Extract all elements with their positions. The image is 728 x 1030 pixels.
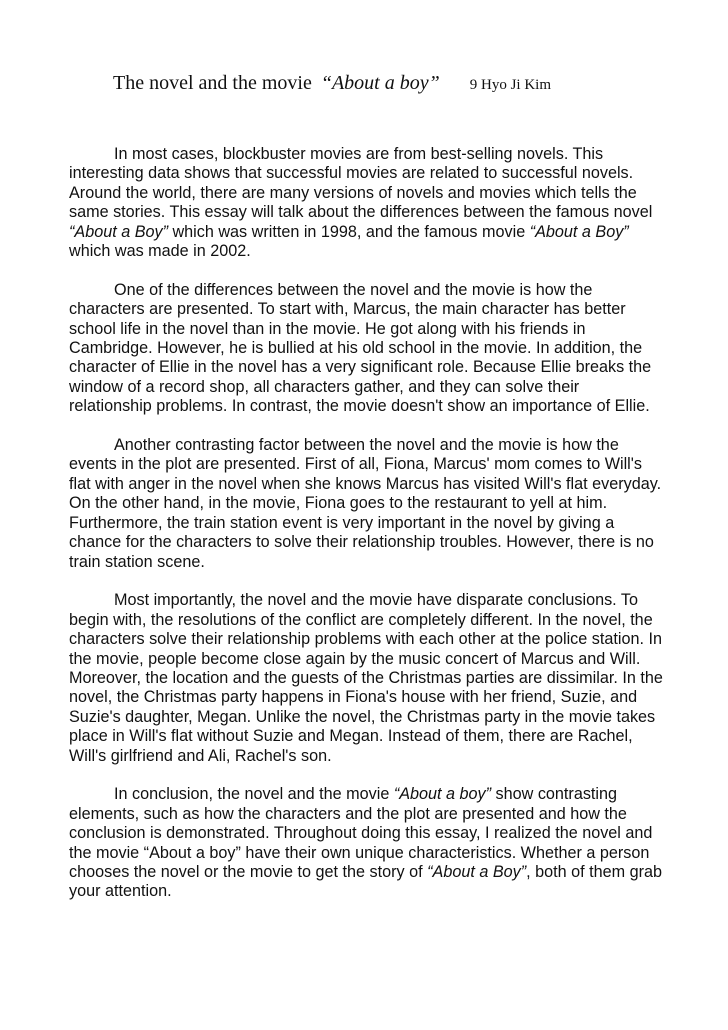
text-segment: In most cases, blockbuster movies are from best-selling novels. This interesting data shows that successful movies are related to successful novels. Around the world, there are many versions of novels and movies which tells the same stories. This essay will talk about the differences between the famous novel: [69, 145, 653, 222]
paragraph-summary: [69, 785, 663, 901]
title-italic-text: “About a boy”: [320, 72, 440, 94]
title-text: The novel and the movie: [113, 72, 312, 94]
text-segment: In conclusion, the novel and the movie: [114, 785, 394, 804]
text-segment: One of the differences between the novel and the movie is how the characters are presented. To start with, Marcus, the main character has better school life in the novel than in the movie. He got along with his friends in Cambridge. However, he is bullied at his old school in the movie. In addition, the character of Ellie in the novel has a very significant role. Because Ellie breaks the window of a record shop, all characters gather, and they can solve their relationship problems. In contrast, the movie doesn't show an importance of Ellie.: [69, 280, 652, 416]
italic-movie-title: “About a Boy”: [529, 222, 629, 241]
text-segment: Another contrasting factor between the novel and the movie is how the events in the plot are presented. First of all, Fiona, Marcus' mom comes to Will's flat with anger in the novel when she knows Marcus has visited Will's flat everyday. On the other hand, in the movie, Fiona goes to the restaurant to yell at him. Furthermore, the train station event is very important in the novel by giving a chance for the characters to solve their relationship troubles. However, there is no train station scene.: [69, 436, 662, 571]
italic-title: “About a boy”: [393, 785, 492, 804]
text-segment: , both of them grab your attention.: [69, 862, 662, 901]
italic-book-title: “About a Boy”: [69, 222, 168, 241]
text-segment: Most importantly, the novel and the movie have disparate conclusions. To begin with, the resolutions of the conflict are completely different. In the novel, the characters solve their relationship problems with each other at the police station. In the movie, people become close again by the music concert of Marcus and Will. Moreover, the location and the guests of the Christmas parties are dissimilar. In the novel, the Christmas party happens in Fiona's house with her friend, Suzie, and Suzie's daughter, Megan. Unlike the novel, the Christmas party in the movie takes place in Will's flat without Suzie and Megan. Instead of them, there are Rachel, Will's girlfriend and Ali, Rachel's son.: [69, 591, 663, 765]
italic-title: “About a Boy”: [427, 862, 527, 881]
paragraph-intro: [69, 145, 663, 261]
paragraph-characters: [69, 281, 663, 417]
author-name: 9 Hyo Ji Kim: [469, 77, 551, 93]
paragraph-conclusions: [69, 591, 663, 766]
document-title: [113, 72, 551, 95]
text-segment: which was written in 1998, and the famous movie: [167, 222, 530, 241]
paragraph-plot-events: [69, 436, 663, 572]
text-segment: which was made in 2002.: [69, 242, 251, 261]
text-segment: show contrasting elements, such as how the characters and the plot are presented and how the conclusion is demonstrated. Throughout doing this essay, I realized the novel and the movie “About a boy” have their own unique characteristics. Whether a person chooses the novel or the movie to get the story of: [69, 785, 653, 881]
essay-body: [69, 145, 663, 902]
